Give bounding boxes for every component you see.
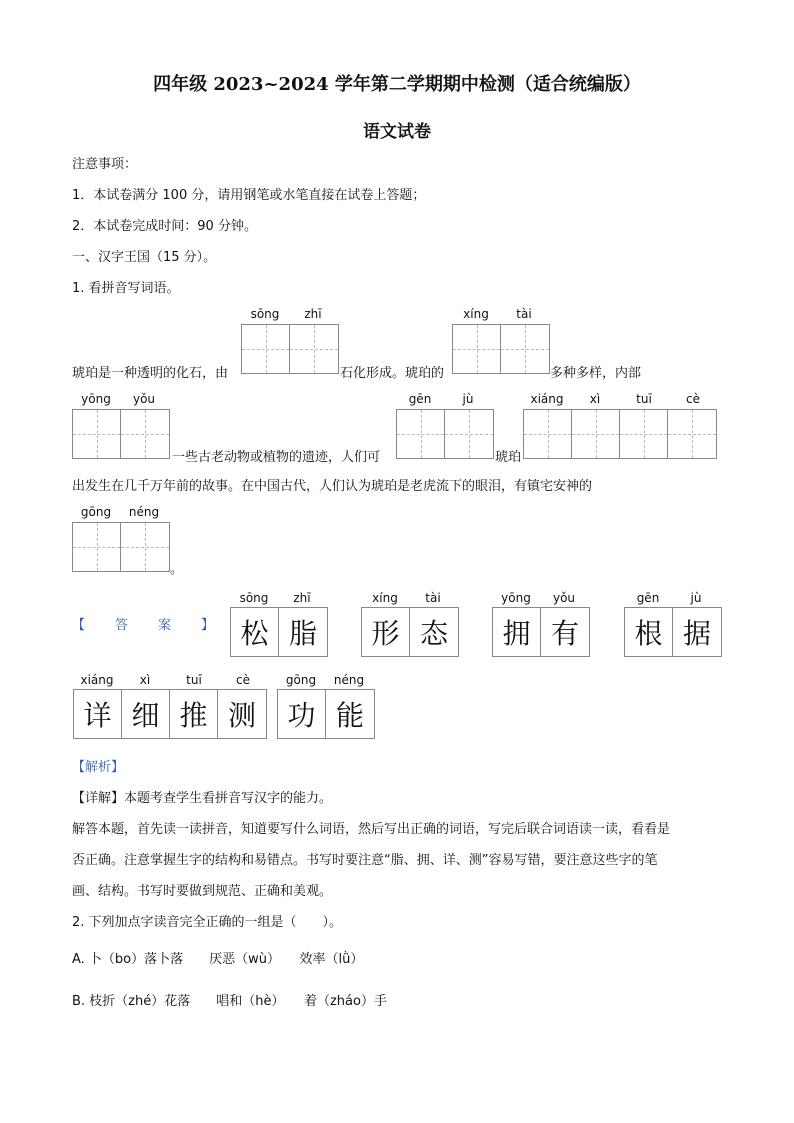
answer-char: 根 bbox=[634, 617, 663, 650]
pinyin: néng bbox=[333, 673, 365, 687]
question-1-prompt: 1. 看拼音写词语。 bbox=[72, 281, 180, 296]
passage-text: 。 bbox=[170, 562, 184, 577]
answer-char: 能 bbox=[335, 699, 364, 732]
pinyin: yǒu bbox=[132, 392, 156, 406]
pinyin: tài bbox=[425, 591, 441, 605]
writing-grid[interactable] bbox=[396, 409, 494, 459]
answer-char: 态 bbox=[419, 617, 448, 650]
pinyin: gōng bbox=[80, 505, 112, 519]
pinyin: yǒu bbox=[552, 591, 576, 605]
analysis-label: 【解析】 bbox=[72, 760, 125, 775]
pinyin: néng bbox=[128, 505, 160, 519]
answer-char: 形 bbox=[371, 617, 400, 650]
passage-text: 出发生在几千万年前的故事。在中国古代，人们认为琥珀是老虎流下的眼泪，有镇宅安神的 bbox=[72, 479, 593, 494]
pinyin: cè bbox=[236, 673, 250, 687]
exam-title: 四年级 2023~2024 学年第二学期期中检测（适合统编版） bbox=[153, 74, 641, 95]
pinyin: zhī bbox=[293, 591, 311, 605]
answer-label: 【答案】 bbox=[72, 618, 245, 633]
pinyin: xì bbox=[139, 673, 151, 687]
answer-char: 测 bbox=[227, 699, 256, 732]
answer-char: 拥 bbox=[502, 617, 531, 650]
pinyin: xiáng bbox=[530, 392, 564, 406]
answer-grid bbox=[492, 607, 590, 657]
pinyin: zhī bbox=[304, 307, 322, 321]
answer-grid bbox=[624, 607, 722, 657]
pinyin: yōng bbox=[81, 392, 111, 406]
writing-grid[interactable] bbox=[523, 409, 717, 459]
pinyin: gēn bbox=[636, 591, 660, 605]
answer-char: 脂 bbox=[288, 617, 317, 650]
explanation-line: 否正确。注意掌握生字的结构和易错点。书写时要注意“脂、拥、详、测”容易写错，要注意这些字的笔 bbox=[72, 853, 658, 868]
explanation-line: 解答本题，首先读一读拼音，知道要写什么词语，然后写出正确的词语，写完后联合词语读一读，看看是 bbox=[72, 822, 671, 837]
pinyin: sōng bbox=[239, 591, 269, 605]
answer-char: 据 bbox=[682, 617, 711, 650]
answer-char: 功 bbox=[287, 699, 316, 732]
option-a[interactable]: A. 卜（bo）落卜落 厌恶（wù） 效率（lǜ） bbox=[72, 952, 364, 967]
answer-char: 细 bbox=[131, 699, 160, 732]
pinyin: tuī bbox=[636, 392, 652, 406]
detail-text: 【详解】本题考查学生看拼音写汉字的能力。 bbox=[72, 791, 333, 806]
pinyin: gēn bbox=[408, 392, 432, 406]
pinyin: gōng bbox=[285, 673, 317, 687]
writing-grid[interactable] bbox=[72, 522, 170, 572]
pinyin: jù bbox=[690, 591, 702, 605]
answer-grid bbox=[277, 689, 375, 739]
pinyin: yōng bbox=[501, 591, 531, 605]
passage-text: 琥珀是一种透明的化石，由 bbox=[72, 366, 229, 381]
pinyin: xì bbox=[589, 392, 601, 406]
answer-grid bbox=[73, 689, 267, 739]
passage-text: 琥珀 bbox=[495, 450, 522, 465]
pinyin: cè bbox=[686, 392, 700, 406]
writing-grid[interactable] bbox=[72, 409, 170, 459]
pinyin: xiáng bbox=[80, 673, 114, 687]
pinyin: sōng bbox=[250, 307, 280, 321]
note-2: 2．本试卷完成时间：90 分钟。 bbox=[72, 219, 257, 234]
question-2-prompt: 2. 下列加点字读音完全正确的一组是（ ）。 bbox=[72, 915, 343, 930]
pinyin: tài bbox=[516, 307, 532, 321]
pinyin: tuī bbox=[186, 673, 202, 687]
writing-grid[interactable] bbox=[452, 324, 550, 374]
writing-grid[interactable] bbox=[241, 324, 339, 374]
pinyin: jù bbox=[462, 392, 474, 406]
pinyin: xíng bbox=[463, 307, 489, 321]
answer-char: 有 bbox=[550, 617, 579, 650]
explanation-line: 画、结构。书写时要做到规范、正确和美观。 bbox=[72, 884, 333, 899]
pinyin: xíng bbox=[372, 591, 398, 605]
passage-text: 多种多样，内部 bbox=[550, 366, 642, 381]
notes-heading: 注意事项： bbox=[72, 157, 138, 172]
option-b[interactable]: B. 枝折（zhé）花落 唱和（hè） 着（zháo）手 bbox=[72, 994, 387, 1009]
passage-text: 一些古老动物或植物的遗迹，人们可 bbox=[172, 450, 381, 465]
answer-grid bbox=[230, 607, 328, 657]
exam-subtitle: 语文试卷 bbox=[363, 122, 431, 142]
note-1: 1．本试卷满分 100 分，请用钢笔或水笔直接在试卷上答题； bbox=[72, 188, 426, 203]
answer-char: 详 bbox=[83, 699, 112, 732]
answer-char: 松 bbox=[240, 617, 269, 650]
passage-text: 石化形成。琥珀的 bbox=[340, 366, 445, 381]
answer-char: 推 bbox=[179, 699, 208, 732]
section-heading: 一、汉字王国（15 分）。 bbox=[72, 250, 217, 265]
answer-grid bbox=[361, 607, 459, 657]
